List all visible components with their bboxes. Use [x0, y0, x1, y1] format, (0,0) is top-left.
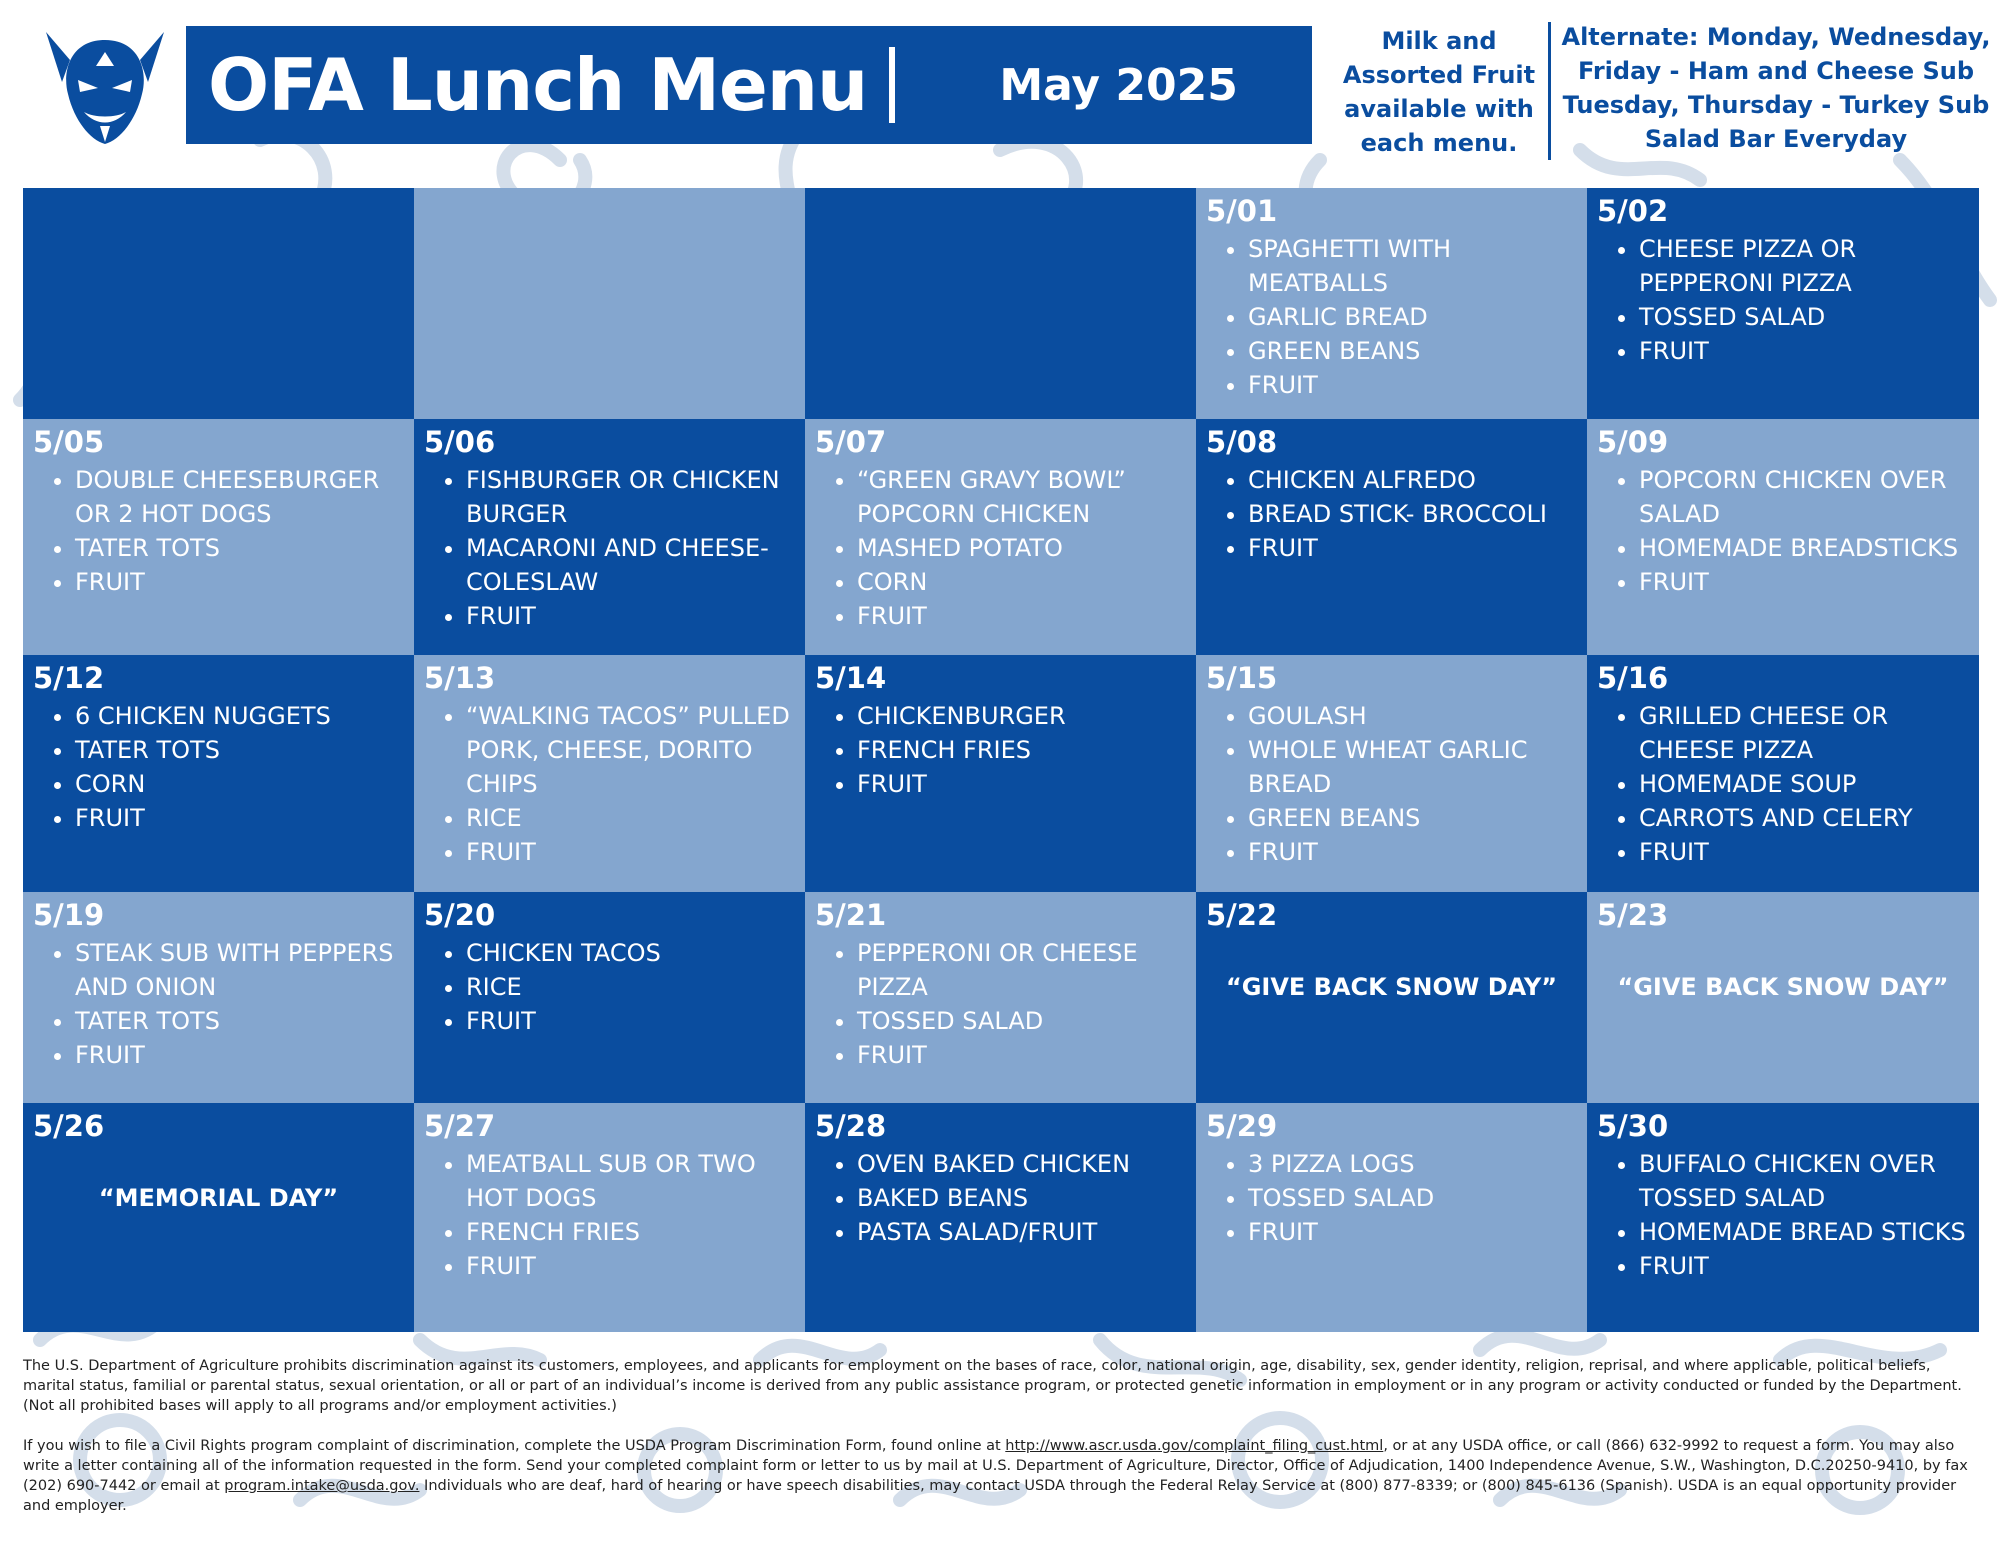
menu-item: • FRUIT	[857, 1038, 1196, 1072]
day-cell	[414, 655, 805, 892]
day-date: 5/19	[33, 898, 105, 932]
day-date: 5/01	[1206, 194, 1278, 228]
menu-item: • MEATBALL SUB OR TWO HOT DOGS	[466, 1147, 805, 1215]
menu-item: • GARLIC BREAD	[1248, 300, 1587, 334]
empty-day-cell	[805, 188, 1196, 419]
menu-item: • FRUIT	[1248, 1215, 1587, 1249]
menu-item: • SPAGHETTI WITH MEATBALLS	[1248, 232, 1587, 300]
day-date: 5/16	[1597, 661, 1669, 695]
day-cell	[805, 419, 1196, 655]
menu-items	[1597, 1147, 1979, 1283]
menu-items	[33, 463, 414, 599]
menu-item: • FRUIT	[857, 767, 1196, 801]
day-cell	[23, 892, 414, 1103]
day-cell	[1587, 188, 1979, 419]
menu-item: • “GREEN GRAVY BOWL” POPCORN CHICKEN	[857, 463, 1196, 531]
day-cell	[23, 655, 414, 892]
menu-item: • PEPPERONI OR CHEESE PIZZA	[857, 936, 1196, 1004]
calendar-grid	[23, 188, 1979, 1332]
menu-item: • FRUIT	[466, 1004, 805, 1038]
day-date: 5/28	[815, 1109, 887, 1143]
menu-items	[1597, 463, 1979, 599]
day-cell	[414, 419, 805, 655]
menu-items	[33, 699, 414, 835]
day-cell	[1196, 892, 1587, 1103]
day-date: 5/08	[1206, 425, 1278, 459]
menu-item: • DOUBLE CHEESEBURGER OR 2 HOT DOGS	[75, 463, 414, 531]
day-date: 5/15	[1206, 661, 1278, 695]
day-cell	[23, 419, 414, 655]
menu-item: • FRUIT	[1639, 334, 1979, 368]
day-cell	[1587, 1103, 1979, 1332]
menu-item: • TATER TOTS	[75, 1004, 414, 1038]
email-link[interactable]: program.intake@usda.gov.	[224, 1478, 420, 1494]
menu-item: • FRUIT	[466, 599, 805, 633]
menu-item: • GREEN BEANS	[1248, 801, 1587, 835]
day-cell	[1587, 419, 1979, 655]
menu-items	[424, 463, 805, 633]
menu-items	[815, 463, 1196, 633]
usda-footer	[23, 1356, 1979, 1536]
menu-item: • OVEN BAKED CHICKEN	[857, 1147, 1196, 1181]
menu-item: • CHICKEN ALFREDO	[1248, 463, 1587, 497]
menu-item: • 6 CHICKEN NUGGETS	[75, 699, 414, 733]
day-cell	[414, 892, 805, 1103]
day-date: 5/05	[33, 425, 105, 459]
menu-items	[815, 699, 1196, 801]
menu-items	[815, 1147, 1196, 1249]
menu-item: • FRENCH FRIES	[466, 1215, 805, 1249]
menu-item: • BAKED BEANS	[857, 1181, 1196, 1215]
menu-item: • FRUIT	[466, 1249, 805, 1283]
menu-item: • RICE	[466, 801, 805, 835]
day-cell	[805, 1103, 1196, 1332]
day-date: 5/27	[424, 1109, 496, 1143]
menu-item: • FRUIT	[1639, 565, 1979, 599]
menu-item: • FRUIT	[75, 565, 414, 599]
page-title: OFA Lunch Menu	[208, 43, 868, 127]
menu-item: • CARROTS AND CELERY	[1639, 801, 1979, 835]
note-divider	[1548, 22, 1551, 160]
day-date: 5/13	[424, 661, 496, 695]
menu-item: • 3 PIZZA LOGS	[1248, 1147, 1587, 1181]
menu-items	[424, 699, 805, 869]
day-date: 5/23	[1597, 898, 1669, 932]
menu-item: • HOMEMADE BREAD STICKS	[1639, 1215, 1979, 1249]
menu-item: • MACARONI AND CHEESE- COLESLAW	[466, 531, 805, 599]
day-date: 5/30	[1597, 1109, 1669, 1143]
day-cell	[1196, 1103, 1587, 1332]
menu-item: • POPCORN CHICKEN OVER SALAD	[1639, 463, 1979, 531]
day-cell	[1196, 188, 1587, 419]
menu-item: • FRUIT	[1248, 835, 1587, 869]
menu-items	[1206, 232, 1587, 402]
day-date: 5/20	[424, 898, 496, 932]
day-cell	[805, 892, 1196, 1103]
menu-item: • RICE	[466, 970, 805, 1004]
day-event: “GIVE BACK SNOW DAY”	[1225, 973, 1558, 1001]
day-date: 5/06	[424, 425, 496, 459]
menu-item: • GREEN BEANS	[1248, 334, 1587, 368]
menu-item: • STEAK SUB WITH PEPPERS AND ONION	[75, 936, 414, 1004]
day-date: 5/26	[33, 1109, 105, 1143]
menu-item: • FRUIT	[75, 801, 414, 835]
complaint-instructions: If you wish to file a Civil Rights program complaint of discrimination, complete the USDA Program Discrimination Form, found online at http://www.ascr.usda.gov/complaint_filing_cust.html, or at any USDA office, or call (866) 632-9992 to request a form. You may also write a letter containing all of the information requested in the form. Send your completed complaint form or letter to us by mail at U.S. Department of Agriculture, Director, Office of Adjudication, 1400 Independence Avenue, S.W., Washington, D.C.20250-9410, by fax (202) 690-7442 or email at program.intake@usda.gov. Individuals who are deaf, hard of hearing or have speech disabilities, may contact USDA through the Federal Relay Service at (800) 877-8339; or (800) 845-6136 (Spanish). USDA is an equal opportunity provider and employer.	[23, 1438, 1968, 1514]
day-cell	[1587, 655, 1979, 892]
menu-item: • GRILLED CHEESE OR CHEESE PIZZA	[1639, 699, 1979, 767]
menu-items	[1206, 699, 1587, 869]
day-date: 5/12	[33, 661, 105, 695]
title-divider	[889, 47, 895, 123]
milk-note: Milk and Assorted Fruit available with each menu.	[1342, 27, 1536, 157]
blue-devil-mascot-icon	[40, 22, 170, 147]
menu-item: • FRUIT	[1639, 1249, 1979, 1283]
day-event: “MEMORIAL DAY”	[98, 1184, 339, 1212]
menu-items	[1206, 1147, 1587, 1249]
day-date: 5/02	[1597, 194, 1669, 228]
empty-day-cell	[23, 188, 414, 419]
menu-item: • PASTA SALAD/FRUIT	[857, 1215, 1196, 1249]
empty-day-cell	[414, 188, 805, 419]
day-cell	[1587, 892, 1979, 1103]
day-cell	[1196, 419, 1587, 655]
month-label: May 2025	[999, 59, 1238, 111]
menu-item: • BUFFALO CHICKEN OVER TOSSED SALAD	[1639, 1147, 1979, 1215]
day-cell	[805, 655, 1196, 892]
menu-item: • TOSSED SALAD	[1248, 1181, 1587, 1215]
menu-item: • CHICKENBURGER	[857, 699, 1196, 733]
menu-item: • GOULASH	[1248, 699, 1587, 733]
day-date: 5/22	[1206, 898, 1278, 932]
day-date: 5/14	[815, 661, 887, 695]
menu-item: • TATER TOTS	[75, 531, 414, 565]
menu-items	[1206, 463, 1587, 565]
day-date: 5/07	[815, 425, 887, 459]
menu-item: • FRUIT	[75, 1038, 414, 1072]
menu-item: • CHEESE PIZZA OR PEPPERONI PIZZA	[1639, 232, 1979, 300]
menu-item: • FRENCH FRIES	[857, 733, 1196, 767]
menu-items	[815, 936, 1196, 1072]
day-date: 5/21	[815, 898, 887, 932]
menu-item: • FISHBURGER OR CHICKEN BURGER	[466, 463, 805, 531]
day-cell	[23, 1103, 414, 1332]
menu-item: • FRUIT	[1248, 368, 1587, 402]
menu-items	[1597, 232, 1979, 368]
day-cell	[1196, 655, 1587, 892]
day-event: “GIVE BACK SNOW DAY”	[1617, 973, 1949, 1001]
menu-item: • “WALKING TACOS” PULLED PORK, CHEESE, DORITO CHIPS	[466, 699, 805, 801]
menu-item: • FRUIT	[466, 835, 805, 869]
day-cell	[414, 1103, 805, 1332]
menu-items	[33, 936, 414, 1072]
menu-items	[424, 936, 805, 1038]
menu-item: • WHOLE WHEAT GARLIC BREAD	[1248, 733, 1587, 801]
complaint-form-link[interactable]: http://www.ascr.usda.gov/complaint_filing_cust.html	[1005, 1438, 1384, 1454]
alternate-note: Alternate: Monday, Wednesday, Friday - Ham and Cheese Sub Tuesday, Thursday - Turkey Sub Salad Bar Everyday	[1561, 23, 1991, 153]
menu-item: • FRUIT	[857, 599, 1196, 633]
day-date: 5/09	[1597, 425, 1669, 459]
menu-item: • FRUIT	[1639, 835, 1979, 869]
menu-item: • BREAD STICK- BROCCOLI	[1248, 497, 1587, 531]
menu-item: • HOMEMADE BREADSTICKS	[1639, 531, 1979, 565]
nondiscrimination-statement: The U.S. Department of Agriculture prohibits discrimination against its customers, employees, and applicants for employment on the bases of race, color, national origin, age, disability, sex, gender identity, religion, reprisal, and where applicable, political beliefs, marital status, familial or parental status, sexual orientation, or all or part of an individual’s income is derived from any public assistance program, or protected genetic information in employment or in any program or activity conducted or funded by the Department. (Not all prohibited bases will apply to all programs and/or employment activities.)	[23, 1358, 1962, 1414]
menu-item: • CHICKEN TACOS	[466, 936, 805, 970]
menu-item: • TOSSED SALAD	[857, 1004, 1196, 1038]
menu-item: • TATER TOTS	[75, 733, 414, 767]
menu-item: • HOMEMADE SOUP	[1639, 767, 1979, 801]
menu-item: • MASHED POTATO	[857, 531, 1196, 565]
title-banner	[186, 26, 1312, 144]
day-date: 5/29	[1206, 1109, 1278, 1143]
menu-item: • CORN	[75, 767, 414, 801]
menu-item: • TOSSED SALAD	[1639, 300, 1979, 334]
menu-items	[424, 1147, 805, 1283]
menu-items	[1597, 699, 1979, 869]
menu-item: • CORN	[857, 565, 1196, 599]
menu-item: • FRUIT	[1248, 531, 1587, 565]
